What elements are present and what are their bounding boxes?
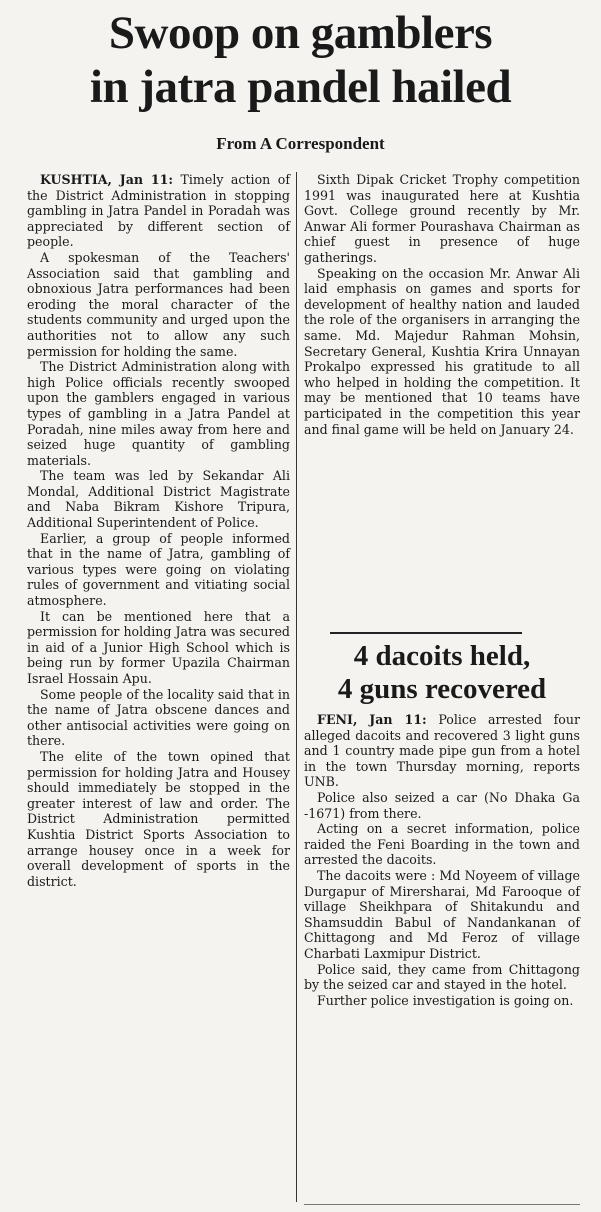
article-paragraph: The District Administration along with high Police officials recently swooped upon the gamblers engaged in various types of gambling in a Jatra Pandel at Poradah, nine miles away from here and seized huge quantity of gambling materials.	[27, 359, 290, 468]
brief-paragraph: FENI, Jan 11: Police arrested four alleged dacoits and recovered 3 light guns and 1 country made pipe gun from a hotel in the town Thursday morning, reports UNB.	[304, 712, 581, 790]
brief-paragraph: Acting on a secret information, police raided the Feni Boarding in the town and arrested the dacoits.	[304, 821, 580, 868]
article-column-right	[304, 172, 580, 437]
brief-paragraph: Further police investigation is going on.	[317, 992, 574, 1008]
article-paragraph: KUSHTIA, Jan 11: Timely action of the District Administration in stopping gambling in Jatra Pandel in Poradah was appreciated by different section of people.	[27, 172, 290, 250]
byline: From A Correspondent	[216, 134, 385, 153]
brief-paragraph: The dacoits were : Md Noyeem of village Durgapur of Mirersharai, Md Farooque of village Sheikhpara of Shitakundu and Shamsuddin Babul of Nandankanan of Chittagong and Md Feroz of village Charbati Laxmipur District.	[304, 867, 580, 961]
brief-column	[304, 712, 580, 1008]
article-paragraph: Speaking on the occasion Mr. Anwar Ali laid emphasis on games and sports for development of healthy nation and lauded the role of the organisers in arranging the same. Md. Majedur Rahman Mohsin, Secretary General, Kushtia Krira Unnayan Prokalpo expressed his gratitude to all who helped in holding the competition. It may be mentioned that 10 teams have participated in the competition this year and final game will be held on January 24.	[304, 265, 580, 437]
brief-dateline: FENI, Jan 11:	[317, 712, 427, 727]
article-paragraph: A spokesman of the Teachers' Association said that gambling and obnoxious Jatra performances had been eroding the moral character of the students community and urged upon the authorities not to allow any such permission for holding the same.	[27, 249, 290, 359]
bottom-rule	[304, 1204, 580, 1205]
brief-paragraph: Police also seized a car (No Dhaka Ga -1671) from there.	[304, 789, 580, 821]
headline-line-1: Swoop on gamblers	[108, 7, 493, 59]
article-paragraph: It can be mentioned here that a permission for holding Jatra was secured in aid of a Junior High School which is being run by former Upazila Chairman Israel Hossain Apu.	[27, 608, 290, 686]
article-paragraph: The team was led by Sekandar Ali Mondal, Additional District Magistrate and Naba Bikram Kishore Tripura, Additional Superintendent of Police.	[27, 468, 290, 531]
article-paragraph: Sixth Dipak Cricket Trophy competition 1991 was inaugurated here at Kushtia Govt. College ground recently by Mr. Anwar Ali former Pourashava Chairman as chief guest in presence of huge gatherings.	[304, 172, 580, 265]
article-column-left	[27, 172, 290, 889]
article-paragraph: Some people of the locality said that in the name of Jatra obscene dances and other antisocial activities were going on there.	[27, 686, 290, 749]
brief-paragraph: Police said, they came from Chittagong by the seized car and stayed in the hotel.	[304, 961, 580, 993]
article-headline	[0, 6, 601, 114]
article-paragraph: Earlier, a group of people informed that in the name of Jatra, gambling of various types were going on violating rules of government and vitiating social atmosphere.	[27, 530, 290, 609]
column-divider	[296, 172, 297, 1202]
brief-headline-line-2: 4 guns recovered	[337, 673, 547, 705]
article-dateline: KUSHTIA, Jan 11:	[40, 172, 174, 187]
brief-headline-line-1: 4 dacoits held,	[353, 640, 531, 672]
article-paragraph: The elite of the town opined that permission for holding Jatra and Housey should immediately be stopped in the greater interest of law and order. The District Administration permitted Kushtia District Sports Association to arrange housey once in a week for overall development of sports in the district.	[27, 748, 290, 889]
headline-line-2: in jatra pandel hailed	[89, 61, 512, 113]
section-divider	[330, 632, 522, 634]
brief-headline	[304, 640, 580, 706]
